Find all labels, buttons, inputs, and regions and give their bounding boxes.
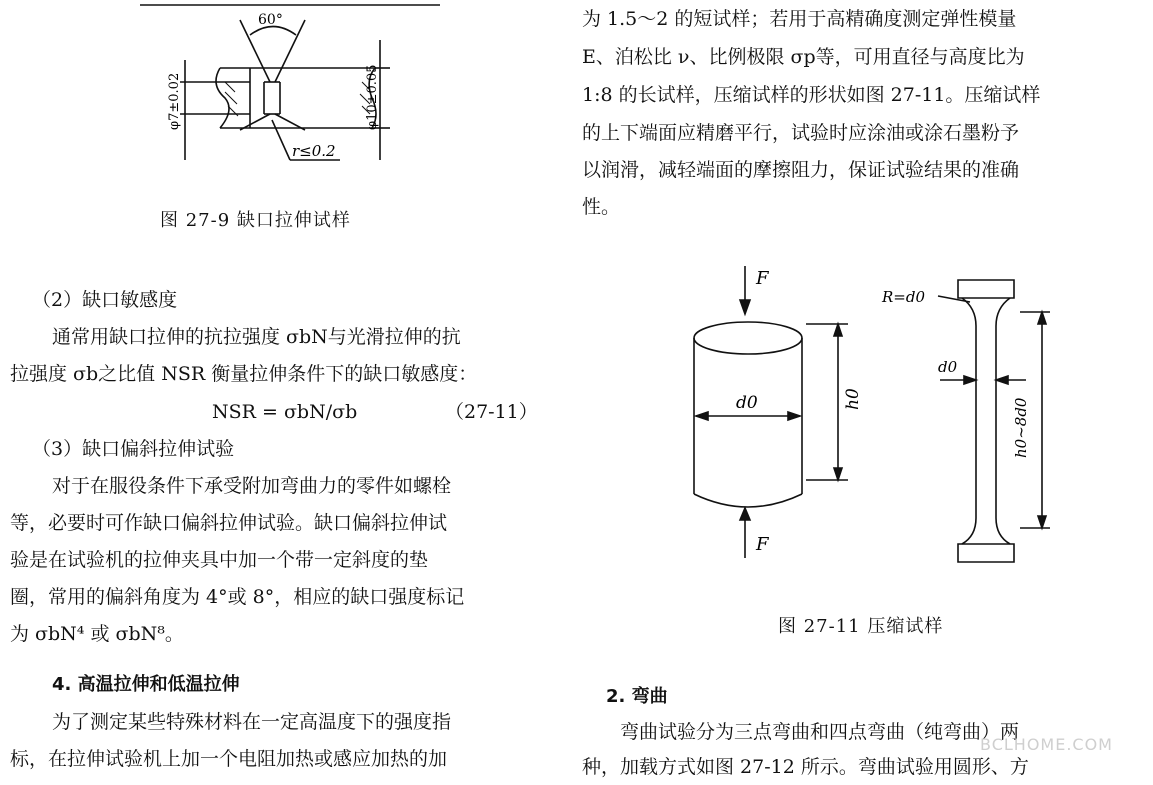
section-heading-bending: 2. 弯曲 xyxy=(606,686,668,707)
figure-27-11-diagram xyxy=(680,258,1100,598)
paragraph-line: 为 1.5～2 的短试样；若用于高精确度测定弹性模量 xyxy=(582,8,1017,30)
formula: NSR = σbN/σb xyxy=(212,401,358,423)
paragraph-line: 验是在试验机的拉伸夹具中加一个带一定斜度的垫 xyxy=(10,549,429,571)
paragraph-line: 标，在拉伸试验机上加一个电阻加热或感应加热的加 xyxy=(10,748,448,770)
force-bottom-label: F xyxy=(756,534,769,555)
paragraph-line: 为了测定某些特殊材料在一定高温度下的强度指 xyxy=(52,711,452,733)
paragraph-line: 拉强度 σb之比值 NSR 衡量拉伸条件下的缺口敏感度： xyxy=(10,363,478,385)
paragraph-line: 通常用缺口拉伸的抗拉强度 σbN与光滑拉伸的抗 xyxy=(52,326,461,348)
watermark: BCLHOME.COM xyxy=(980,735,1113,754)
paragraph-line: E、泊松比 ν、比例极限 σp等，可用直径与高度比为 xyxy=(582,46,1025,68)
right-diameter-label: φ10±0.05 xyxy=(365,64,380,130)
angle-label: 60° xyxy=(258,12,283,28)
long-height-label: h0~8d0 xyxy=(1012,397,1030,458)
left-diameter-label: φ7±0.02 xyxy=(167,72,182,130)
section-heading-notch-sensitivity: （2）缺口敏感度 xyxy=(32,289,178,311)
cylinder-height-label: h0 xyxy=(843,388,863,410)
formula-number: （27-11） xyxy=(445,401,538,423)
radius-label: R=d0 xyxy=(882,288,926,306)
paragraph-line: 对于在服役条件下承受附加弯曲力的零件如螺栓 xyxy=(52,475,452,497)
paragraph-line: 的上下端面应精磨平行，试验时应涂油或涂石墨粉予 xyxy=(582,122,1020,144)
force-top-label: F xyxy=(756,268,769,289)
paragraph-line: 圈，常用的偏斜角度为 4°或 8°，相应的缺口强度标记 xyxy=(10,586,465,608)
cylinder-diameter-label: d0 xyxy=(736,393,758,413)
section-heading-oblique-tensile: （3）缺口偏斜拉伸试验 xyxy=(32,438,235,460)
paragraph-line: 种，加载方式如图 27-12 所示。弯曲试验用圆形、方 xyxy=(582,756,1029,778)
paragraph-line: 为 σbN⁴ 或 σbN⁸。 xyxy=(10,623,184,645)
paragraph-line: 性。 xyxy=(582,196,621,218)
section-heading-high-low-temp: 4. 高温拉伸和低温拉伸 xyxy=(52,674,240,695)
figure-27-9-caption: 图 27-9 缺口拉伸试样 xyxy=(160,210,351,231)
paragraph-line: 1:8 的长试样，压缩试样的形状如图 27-11。压缩试样 xyxy=(582,84,1041,106)
figure-27-9-diagram xyxy=(140,0,440,200)
radius-label: r≤0.2 xyxy=(292,142,336,160)
paragraph-line: 以润滑，减轻端面的摩擦阻力，保证试验结果的准确 xyxy=(582,159,1020,181)
long-diameter-label: d0 xyxy=(938,358,958,376)
figure-27-11-caption: 图 27-11 压缩试样 xyxy=(778,616,944,637)
paragraph-line: 弯曲试验分为三点弯曲和四点弯曲（纯弯曲）两 xyxy=(620,721,1020,743)
paragraph-line: 等，必要时可作缺口偏斜拉伸试验。缺口偏斜拉伸试 xyxy=(10,512,448,534)
